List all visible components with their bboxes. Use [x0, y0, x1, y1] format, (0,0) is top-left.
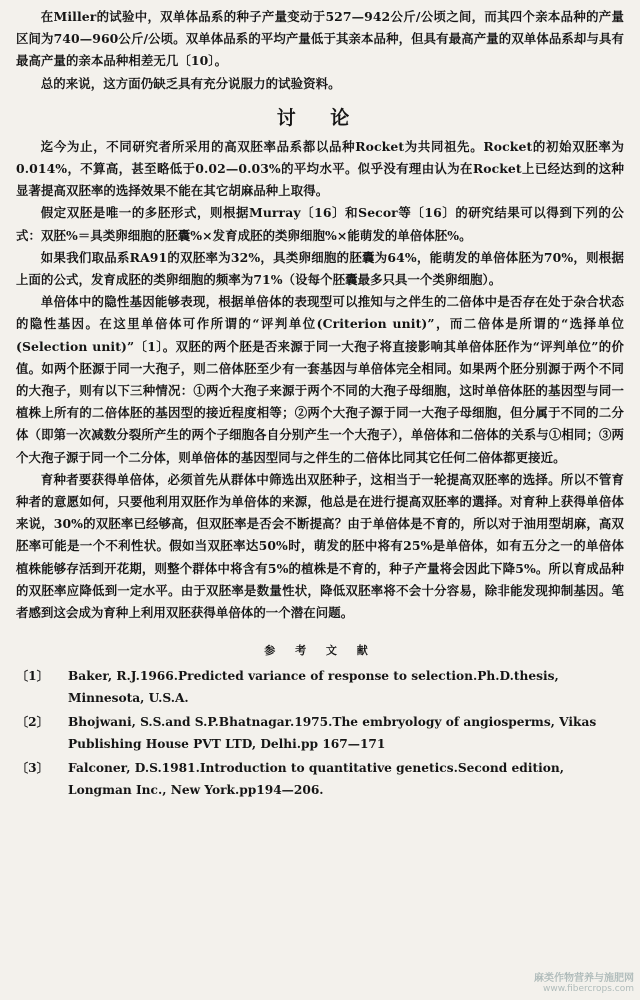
- reference-item: [16, 666, 624, 709]
- reference-number: 〔1〕: [16, 669, 49, 684]
- reference-item: [16, 712, 624, 755]
- watermark-site-name: 麻类作物营养与施肥网: [534, 973, 634, 984]
- reference-text: Falconer, D.S.1981.Introduction to quantitative genetics.Second edition, Longman Inc., New York.pp194—206.: [68, 761, 564, 797]
- paragraph-ra91: 如果我们取品系RA91的双胚率为32%，具类卵细胞的胚囊为64%，能萌发的单倍体胚为70%，则根据上面的公式，发育成胚的类卵细胞的频率为71%（设每个胚囊最多只具一个类卵细胞）。: [16, 249, 624, 288]
- reference-number: 〔2〕: [16, 715, 49, 730]
- reference-item: [16, 758, 624, 801]
- paragraph-rocket: 迄今为止，不同研究者所采用的高双胚率品系都以品种Rocket为共同祖先。Rocket的初始双胚率为0.014%，不算高，甚至略低于0.02—0.03%的平均水平。似乎没有理由认为在Rocket上已经达到的这种显著提高双胚率的选择效果不能在其它胡麻品种上取得。: [16, 138, 624, 199]
- reference-number: 〔3〕: [16, 761, 49, 776]
- references-title: 参 考 文 献: [264, 644, 376, 658]
- paragraph-formula: 假定双胚是唯一的多胚形式，则根据Murray〔16〕和Secor等〔16〕的研究结果可以得到下列的公式：双胚%＝具类卵细胞的胚囊%×发育成胚的类卵细胞%×能萌发的单倍体胚%。: [16, 205, 624, 243]
- paragraph-miller: 在Miller的试验中，双单体品系的种子产量变动于527—942公斤/公顷之间，而其四个亲本品种的产量区间为740—960公斤/公顷。双单体品系的平均产量低于其亲本品种，但具有最高产量的双单体品系却与具有最高产量的亲本品种相差无几〔10〕。: [16, 9, 624, 69]
- reference-text: Bhojwani, S.S.and S.P.Bhatnagar.1975.The embryology of angiosperms, Vikas Publishing House PVT LTD, Delhi.pp 167—171: [68, 715, 597, 751]
- section-title-discussion: 讨 论: [276, 106, 364, 129]
- paragraph-summary: 总的来说，这方面仍缺乏具有充分说服力的试验资料。: [40, 75, 341, 91]
- reference-text: Baker, R.J.1966.Predicted variance of response to selection.Ph.D.thesis, Minnesota, U.S.A.: [68, 669, 559, 705]
- paragraph-breeding: 育种者要获得单倍体，必须首先从群体中筛选出双胚种子，这相当于一轮提高双胚率的选择。所以不管育种者的意愿如何，只要他利用双胚作为单倍体的来源，他总是在进行提高双胚率的選择。对育种上获得单倍体来说，30%的双胚率已经够高，但双胚率是否会不断提高？由于单倍体是不育的，所以对于油用型胡麻，高双胚率可能是一个不利性状。假如当双胚率达50%时，萌发的胚中将有25%是单倍体，如有五分之一的单倍体植株能够存活到开花期，则整个群体中将含有5%的植株是不育的，种子产量将会因此下降5%。所以育成品种的双胚率应降低到一定水平。由于双胚率是数量性状，降低双胚率将不会十分容易，除非能发现抑制基因。笔者感到这会成为育种上利用双胚获得单倍体的一个潜在问题。: [16, 471, 624, 621]
- paragraph-haploid: 单倍体中的隐性基因能够表现，根据单倍体的表现型可以推知与之伴生的二倍体中是否存在处于杂合状态的隐性基因。在这里单倍体可作所谓的“评判单位(Criterion unit)”，而二倍体是所谓的“选择单位(Selection unit)”〔1〕。双胚的两个胚是否来源于同一大孢子将直接影响其单倍体胚作为“评判单位”的价值。如两个胚源于同一大孢子，则二倍体胚至少有一套基因与单倍体完全相同。如果两个胚分别源于两个不同的大孢子，则有以下三种情况：①两个大孢子来源于两个不同的大孢子母细胞，这时单倍体胚的基因型与同一植株上所有的二倍体胚的基因型的接近程度相等；②两个大孢子源于同一大孢子母细胞，但分属于不同的二分体（即第一次减数分裂所产生的两个子细胞各自分别产生一个大孢子），单倍体和二倍体的关系与①相同；③两个大孢子源于同一个二分体，则单倍体的基因型同与之伴生的二倍体比同其它任何二倍体都更接近。: [16, 294, 624, 465]
- watermark-site-url: www.fibercrops.com: [543, 984, 634, 994]
- site-watermark: [534, 969, 634, 994]
